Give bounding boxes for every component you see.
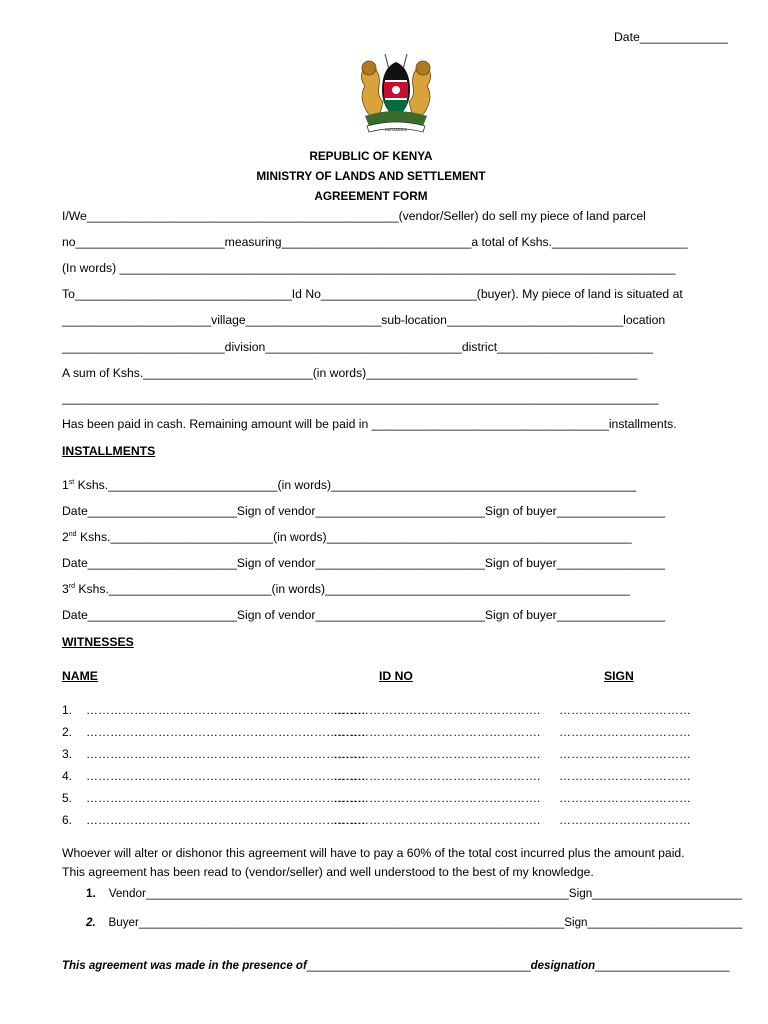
witness-id-field: ……………………………………………. bbox=[333, 725, 541, 739]
designation-field: _____________________ bbox=[595, 960, 730, 972]
line-vendor[interactable]: I/We______________________________________________(vendor/Seller) do sell my piece of land parcel bbox=[62, 209, 646, 223]
witness-number: 1. bbox=[62, 703, 73, 717]
presence-field: ___________________________________ bbox=[306, 960, 531, 972]
vendor-signature-line[interactable]: 1. Vendor_________________________________________________________________Sign_______________________ bbox=[86, 886, 742, 900]
witness-sign-field: …………………………… bbox=[559, 769, 691, 783]
ordinal-suffix: rd bbox=[68, 582, 76, 590]
line-remaining[interactable]: Has been paid in cash. Remaining amount will be paid in ___________________________________installments. bbox=[62, 417, 677, 431]
title-ministry: MINISTRY OF LANDS AND SETTLEMENT bbox=[256, 169, 486, 183]
buyer-signature-line[interactable]: 2. Buyer__________________________________________________________________Sign________________________ bbox=[86, 915, 743, 929]
installment-2-signatures[interactable]: Date______________________Sign of vendor_________________________Sign of buyer________________ bbox=[62, 556, 666, 570]
ordinal-suffix: st bbox=[68, 478, 75, 486]
witness-number: 5. bbox=[62, 791, 73, 805]
witness-name-field: ……………………………………………………………. bbox=[86, 747, 366, 761]
installment-1-signatures[interactable]: Date______________________Sign of vendor_________________________Sign of buyer________________ bbox=[62, 504, 666, 518]
col-id-header: ID NO bbox=[379, 669, 413, 683]
witness-name-field: ……………………………………………………………. bbox=[86, 813, 366, 827]
witness-name-field: ……………………………………………………………. bbox=[86, 725, 366, 739]
installment-3-amount[interactable]: 3rd Kshs.________________________(in words)_____________________________________________ bbox=[62, 582, 631, 596]
ordinal: 1 bbox=[62, 478, 69, 492]
witness-id-field: ……………………………………………. bbox=[333, 747, 541, 761]
line-division[interactable]: ________________________division_____________________________district_______________________ bbox=[62, 340, 653, 354]
vendor-number: 1. bbox=[86, 886, 96, 900]
col-sign-header: SIGN bbox=[604, 669, 634, 683]
ordinal-suffix: nd bbox=[68, 530, 77, 538]
ordinal: 2 bbox=[62, 530, 69, 544]
witness-name-field: ……………………………………………………………. bbox=[86, 791, 366, 805]
title-republic: REPUBLIC OF KENYA bbox=[309, 149, 433, 163]
witnesses-heading: WITNESSES bbox=[62, 635, 134, 649]
read-clause: This agreement has been read to (vendor/seller) and well understood to the best of my knowledge. bbox=[62, 865, 594, 879]
witness-id-field: ……………………………………………. bbox=[333, 703, 541, 717]
line-parcel[interactable]: no______________________measuring____________________________a total of Kshs.____________________ bbox=[62, 235, 688, 249]
witness-number: 3. bbox=[62, 747, 73, 761]
line-in-words[interactable]: (In words) __________________________________________________________________________________ bbox=[62, 261, 676, 275]
witness-number: 2. bbox=[62, 725, 73, 739]
witness-sign-field: …………………………… bbox=[559, 703, 691, 717]
witness-sign-field: …………………………… bbox=[559, 747, 691, 761]
witness-id-field: ……………………………………………. bbox=[333, 813, 541, 827]
witness-sign-field: …………………………… bbox=[559, 791, 691, 805]
title-form: AGREEMENT FORM bbox=[314, 189, 428, 203]
installment-3-signatures[interactable]: Date______________________Sign of vendor_________________________Sign of buyer________________ bbox=[62, 608, 666, 622]
witness-name-field: ……………………………………………………………. bbox=[86, 703, 366, 717]
witness-sign-field: …………………………… bbox=[559, 725, 691, 739]
ordinal: 3 bbox=[62, 582, 69, 596]
kenya-coat-of-arms bbox=[355, 50, 437, 140]
witness-id-field: ……………………………………………. bbox=[333, 769, 541, 783]
witness-id-field: ……………………………………………. bbox=[333, 791, 541, 805]
line-sum-cont[interactable]: ________________________________________________________________________________________ bbox=[62, 391, 659, 405]
witness-number: 4. bbox=[62, 769, 73, 783]
witness-number: 6. bbox=[62, 813, 73, 827]
line-buyer[interactable]: To________________________________Id No_______________________(buyer). My piece of land is situated at bbox=[62, 287, 683, 301]
installments-heading: INSTALLMENTS bbox=[62, 444, 156, 458]
col-name-header: NAME bbox=[62, 669, 98, 683]
witness-name-field: ……………………………………………………………. bbox=[86, 769, 366, 783]
witness-sign-field: …………………………… bbox=[559, 813, 691, 827]
presence-line[interactable] bbox=[62, 959, 729, 974]
penalty-clause: Whoever will alter or dishonor this agreement will have to pay a 60% of the total cost incurred plus the amount paid. bbox=[62, 846, 685, 860]
installment-1-amount[interactable]: 1st Kshs._________________________(in words)_____________________________________________ bbox=[62, 478, 637, 492]
line-village[interactable]: ______________________village____________________sub-location__________________________location bbox=[62, 313, 666, 327]
line-sum[interactable]: A sum of Kshs._________________________(in words)________________________________________ bbox=[62, 366, 638, 380]
presence-label: This agreement was made in the presence of bbox=[62, 960, 307, 972]
date-field[interactable]: Date_____________ bbox=[614, 30, 728, 44]
crest-motto: HARAMBEE bbox=[384, 127, 408, 132]
buyer-number: 2. bbox=[86, 915, 96, 929]
installment-2-amount[interactable]: 2nd Kshs.________________________(in words)_____________________________________________ bbox=[62, 530, 632, 544]
designation-label: designation bbox=[530, 960, 596, 972]
